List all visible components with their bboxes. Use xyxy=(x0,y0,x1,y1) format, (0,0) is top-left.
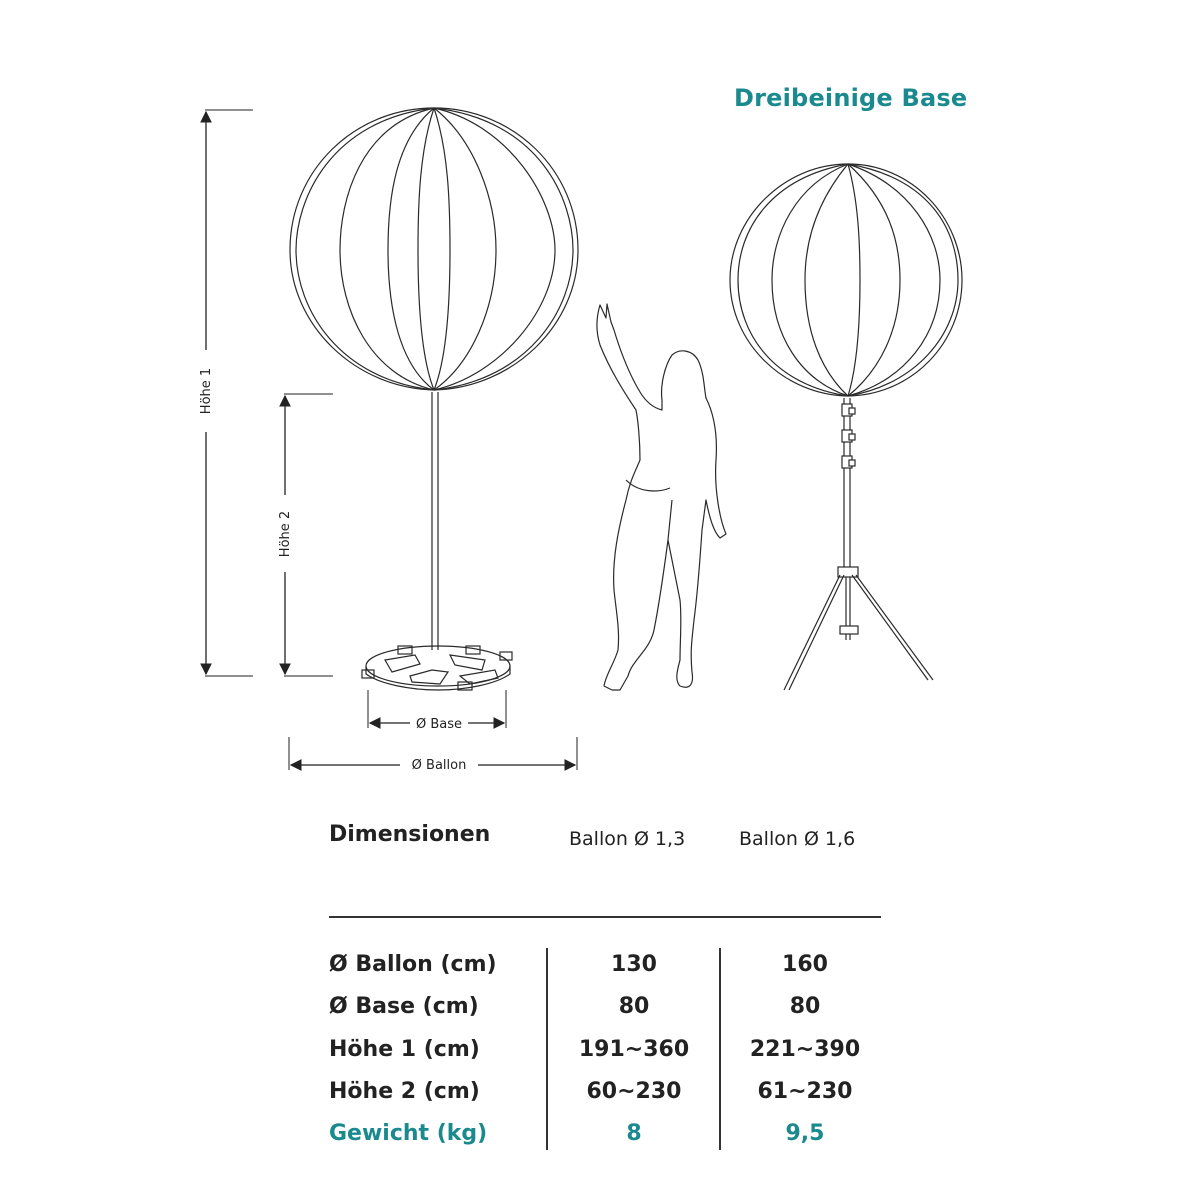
person-silhouette xyxy=(597,304,726,690)
row-label: Ø Base (cm) xyxy=(329,994,479,1019)
hoehe1-dimension xyxy=(199,110,253,676)
row-value-1: 80 xyxy=(618,994,650,1019)
base-dimension xyxy=(368,690,506,732)
table-header-dimensionen: Dimensionen xyxy=(329,822,491,847)
row-label: Höhe 2 (cm) xyxy=(329,1079,480,1104)
balloon-tripod xyxy=(730,164,962,690)
ballon-dimension xyxy=(289,737,577,773)
hoehe2-dimension xyxy=(278,394,333,676)
row-value-2: 9,5 xyxy=(785,1121,825,1146)
diagram-title: Dreibeinige Base xyxy=(734,84,968,112)
table-row-weight xyxy=(0,1121,1200,1163)
column-header-ballon-1-6: Ballon Ø 1,6 xyxy=(739,828,856,850)
table-row xyxy=(0,1037,1200,1079)
table-row xyxy=(0,994,1200,1036)
row-value-2: 80 xyxy=(789,994,821,1019)
row-value-1: 191~360 xyxy=(578,1037,690,1062)
table-row xyxy=(0,952,1200,994)
row-value-1: 130 xyxy=(611,952,657,977)
row-label: Gewicht (kg) xyxy=(329,1121,488,1146)
row-label: Höhe 1 (cm) xyxy=(329,1037,480,1062)
base-label: Ø Base xyxy=(415,717,463,732)
table-header-rule xyxy=(329,916,881,918)
row-value-1: 8 xyxy=(626,1121,642,1146)
row-value-2: 61~230 xyxy=(757,1079,853,1104)
row-value-1: 60~230 xyxy=(586,1079,682,1104)
hoehe1-label: Höhe 1 xyxy=(199,367,214,415)
ballon-label: Ø Ballon xyxy=(411,758,467,773)
row-label: Ø Ballon (cm) xyxy=(329,952,497,977)
hoehe2-label: Höhe 2 xyxy=(278,510,293,558)
column-header-ballon-1-3: Ballon Ø 1,3 xyxy=(569,828,686,850)
table-row xyxy=(0,1079,1200,1121)
row-value-2: 160 xyxy=(782,952,828,977)
balloon-round-base xyxy=(290,108,578,690)
row-value-2: 221~390 xyxy=(749,1037,861,1062)
